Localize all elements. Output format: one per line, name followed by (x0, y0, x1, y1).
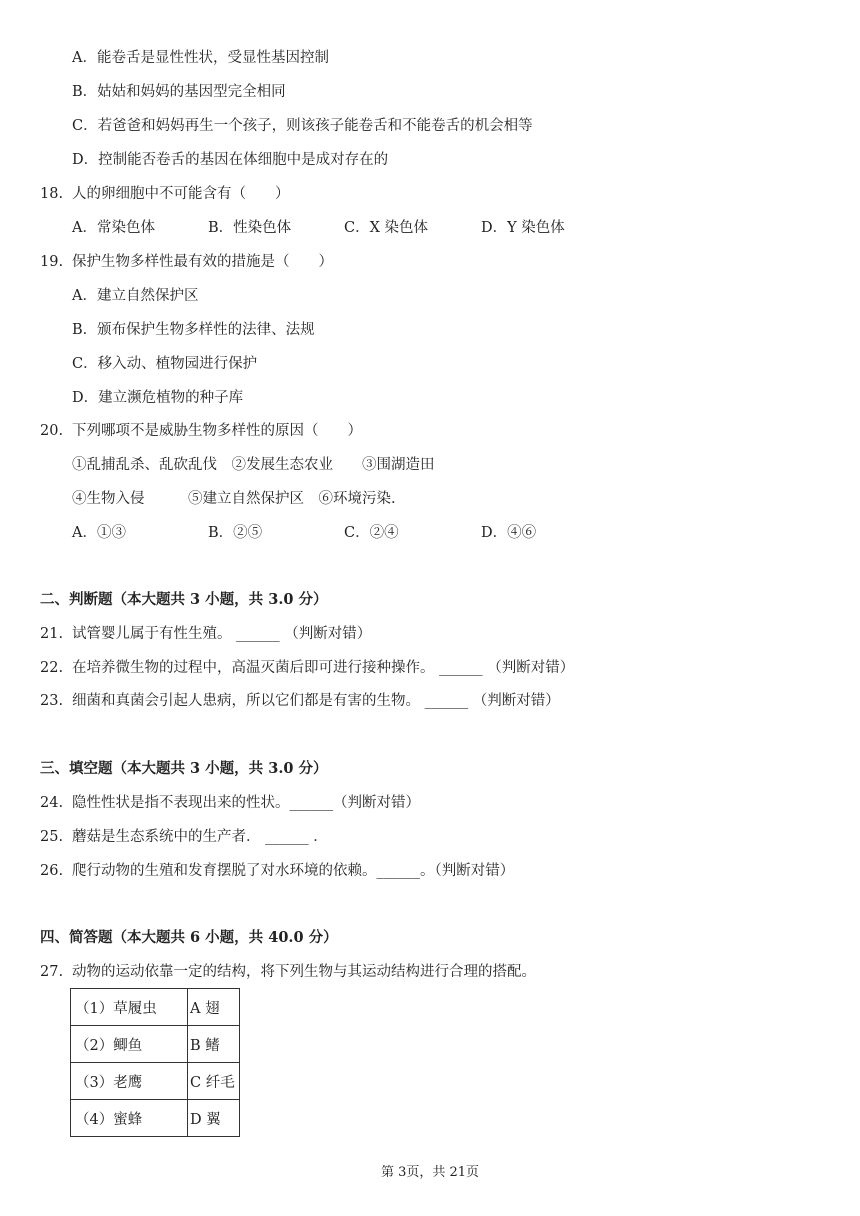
q18-option-b: B．性染色体 (208, 220, 292, 236)
q21-text: 试管婴儿属于有性生殖。 ______ （判断对错） (72, 626, 372, 642)
q19-option-a: A．建立自然保护区 (72, 288, 199, 304)
q22-number: 22. (40, 660, 64, 676)
page-footer: 第 3页，共 21页 (380, 1165, 480, 1180)
q27-number: 27. (40, 964, 64, 980)
organism-cell: （4）蜜蜂 (71, 1100, 188, 1137)
q25-text: 蘑菇是生态系统中的生产者． ______ ． (72, 829, 328, 845)
table-row (71, 1026, 240, 1063)
structure-cell: A 翅 (188, 989, 240, 1026)
q20-option-c: C．②④ (344, 525, 399, 541)
q27-matching-table (70, 988, 240, 1137)
q18-options (0, 218, 860, 238)
q18-text: 人的卵细胞中不可能含有（ ） (72, 186, 290, 202)
section2-title: 二、判断题（本大题共 3 小题，共 3.0 分） (40, 591, 328, 608)
q20-items-line1: ①乱捕乱杀、乱砍乱伐 ②发展生态农业 ③围湖造田 (72, 457, 435, 473)
q23-text: 细菌和真菌会引起人患病，所以它们都是有害的生物。 ______ （判断对错） (72, 693, 560, 709)
organism-cell: （1）草履虫 (71, 989, 188, 1026)
q19-option-d: D．建立濒危植物的种子库 (72, 390, 244, 406)
q18-number: 18. (40, 186, 64, 202)
q26-text: 爬行动物的生殖和发育摆脱了对水环境的依赖。______。（判断对错） (72, 863, 515, 879)
structure-cell: B 鳍 (188, 1026, 240, 1063)
q17-option-a: A．能卷舌是显性性状，受显性基因控制 (72, 50, 329, 66)
q19-option-b: B．颁布保护生物多样性的法律、法规 (72, 322, 315, 338)
q18-option-a: A．常染色体 (72, 220, 155, 236)
q27-text: 动物的运动依靠一定的结构，将下列生物与其运动结构进行合理的搭配。 (72, 964, 536, 980)
q21-number: 21. (40, 626, 64, 642)
q17-option-d: D．控制能否卷舌的基因在体细胞中是成对存在的 (72, 152, 389, 168)
q20-option-a: A．①③ (72, 525, 126, 541)
section3-title: 三、填空题（本大题共 3 小题，共 3.0 分） (40, 760, 328, 777)
q24-text: 隐性性状是指不表现出来的性状。______（判断对错） (72, 795, 420, 811)
q20-text: 下列哪项不是威胁生物多样性的原因（ ） (72, 423, 362, 439)
q18-option-c: C．X 染色体 (344, 220, 429, 236)
section4-title: 四、简答题（本大题共 6 小题，共 40.0 分） (40, 929, 338, 946)
q22-text: 在培养微生物的过程中，高温灭菌后即可进行接种操作。 ______ （判断对错） (72, 660, 575, 676)
organism-cell: （3）老鹰 (71, 1063, 188, 1100)
q25-number: 25. (40, 829, 64, 845)
q23-number: 23. (40, 693, 64, 709)
q20-options (0, 523, 860, 543)
q18-option-d: D．Y 染色体 (481, 220, 565, 236)
table-row (71, 1063, 240, 1100)
table-row (71, 989, 240, 1026)
q19-number: 19. (40, 254, 64, 270)
q20-number: 20. (40, 423, 64, 439)
q20-items-line2: ④生物入侵 ⑤建立自然保护区 ⑥环境污染. (72, 491, 396, 507)
structure-cell: D 翼 (188, 1100, 240, 1137)
q19-option-c: C．移入动、植物园进行保护 (72, 356, 258, 372)
q26-number: 26. (40, 863, 64, 879)
q19-text: 保护生物多样性最有效的措施是（ ） (72, 254, 333, 270)
structure-cell: C 纤毛 (188, 1063, 240, 1100)
q20-option-b: B．②⑤ (208, 525, 263, 541)
q24-number: 24. (40, 795, 64, 811)
q20-option-d: D．④⑥ (481, 525, 537, 541)
organism-cell: （2）鲫鱼 (71, 1026, 188, 1063)
q17-option-b: B．姑姑和妈妈的基因型完全相同 (72, 84, 286, 100)
q17-option-c: C．若爸爸和妈妈再生一个孩子，则该孩子能卷舌和不能卷舌的机会相等 (72, 118, 533, 134)
table-row (71, 1100, 240, 1137)
